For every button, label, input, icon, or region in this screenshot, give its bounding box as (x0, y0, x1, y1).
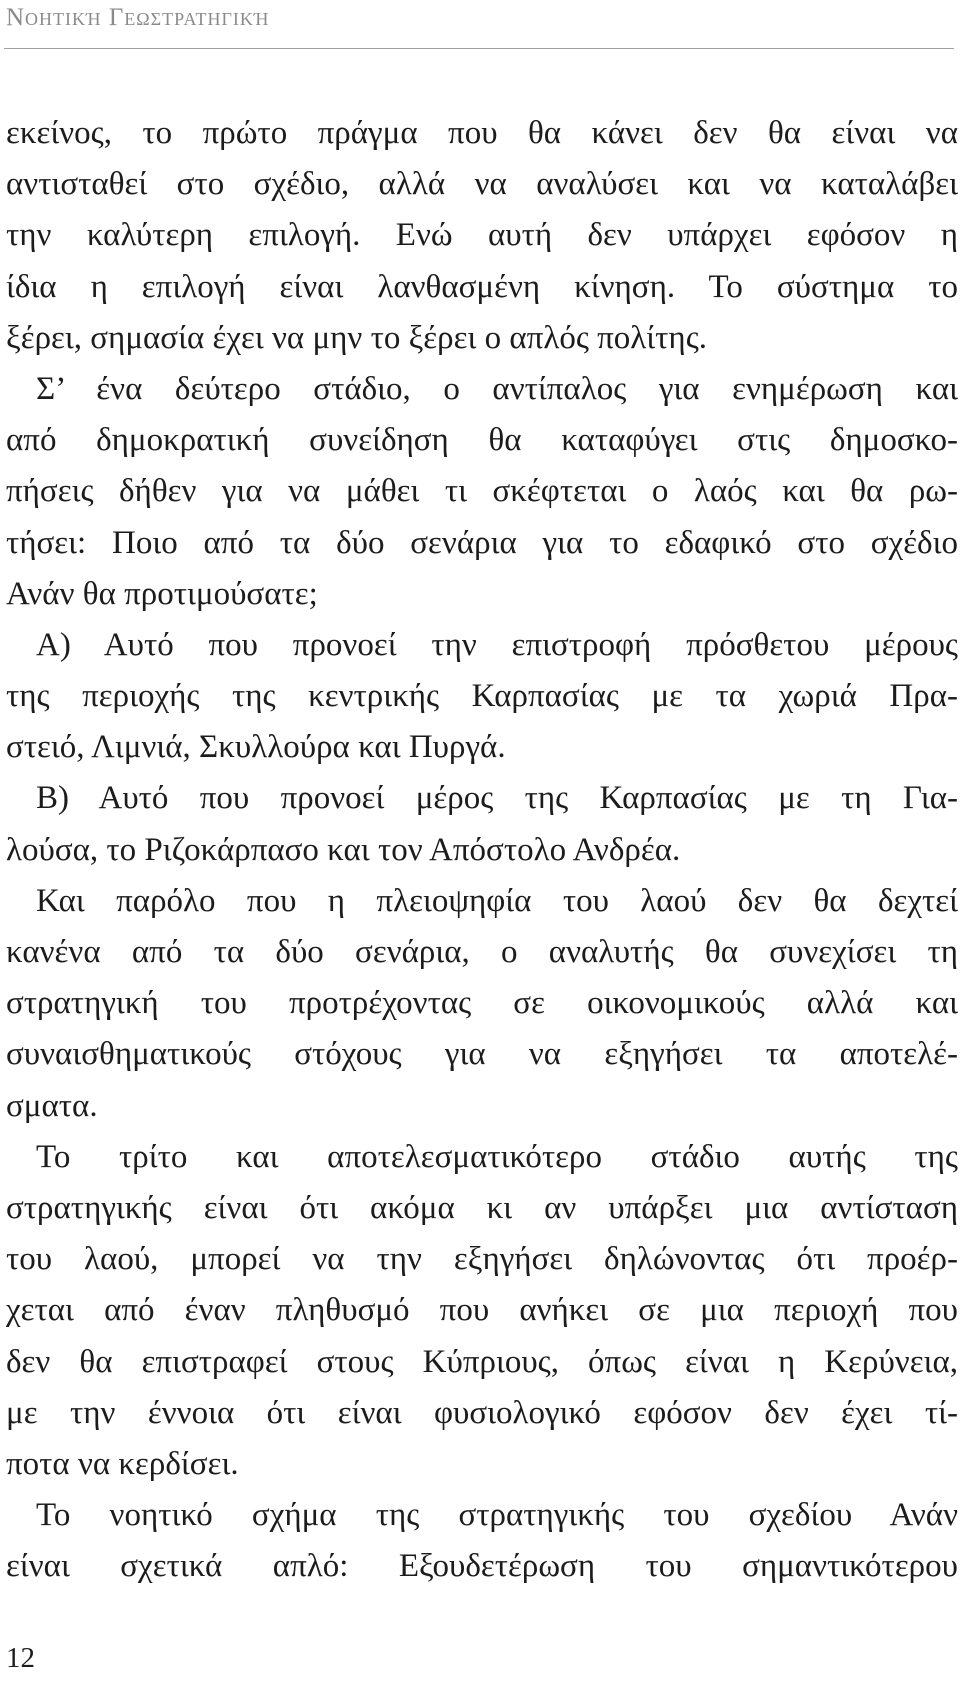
text-line: συναισθηματικούς στόχους για να εξηγήσει τα αποτελέ- (6, 1036, 958, 1073)
paragraph-start-line: Και παρόλο που η πλειοψηφία του λαού δεν θα δεχτεί (36, 882, 958, 919)
text-line: δεν θα επιστραφεί στους Κύπριους, όπως είναι η Κερύνεια, (6, 1343, 958, 1380)
text-line: της περιοχής της κεντρικής Καρπασίας με τα χωριά Πρα- (6, 678, 958, 715)
text-line: εκείνος, το πρώτο πράγμα που θα κάνει δεν θα είναι να (6, 115, 958, 151)
text-line: χεται από έναν πληθυσμό που ανήκει σε μια περιοχή που (6, 1292, 958, 1329)
text-line: του λαού, μπορεί να την εξηγήσει δηλώνοντας ότι προέρ- (6, 1241, 958, 1278)
paragraph-start-line: Το νοητικό σχήμα της στρατηγικής του σχεδίου Ανάν (36, 1497, 958, 1534)
paragraph-start-line: Β) Αυτό που προνοεί μέρος της Καρπασίας με τη Για- (36, 780, 958, 817)
text-line: αντισταθεί στο σχέδιο, αλλά να αναλύσει και να καταλάβει (6, 166, 958, 203)
text-line: σματα. (6, 1087, 98, 1124)
paragraph-start-line: Το τρίτο και αποτελεσματικότερο στάδιο αυτής της (36, 1138, 958, 1175)
text-line: κανένα από τα δύο σενάρια, ο αναλυτής θα συνεχίσει τη (6, 934, 958, 970)
text-line: στρατηγικής είναι ότι ακόμα κι αν υπάρξει μια αντίσταση (6, 1189, 958, 1226)
page-number: 12 (6, 1642, 35, 1674)
header-divider (4, 48, 954, 49)
text-line: στρατηγική του προτρέχοντας σε οικονομικούς αλλά και (6, 985, 958, 1022)
text-line: στειό, Λιμνιά, Σκυλλούρα και Πυργά. (6, 729, 506, 766)
text-line: ποτα να κερδίσει. (6, 1445, 239, 1482)
text-line: την καλύτερη επιλογή. Ενώ αυτή δεν υπάρχει εφόσον η (6, 217, 958, 254)
text-line: Ανάν θα προτιμούσατε; (6, 575, 318, 612)
text-line: λούσα, το Ριζοκάρπασο και τον Απόστολο Ανδρέα. (6, 831, 681, 868)
paragraph-start-line: Α) Αυτό που προνοεί την επιστροφή πρόσθετου μέρους (36, 626, 958, 663)
text-line: τήσει: Ποιο από τα δύο σενάρια για το εδαφικό στο σχέδιο (6, 524, 958, 561)
paragraph-start-line: Σ’ ένα δεύτερο στάδιο, ο αντίπαλος για ενημέρωση και (36, 370, 958, 407)
running-header-title: Νοητική Γεωστρατηγική (6, 4, 270, 31)
text-line: ίδια η επιλογή είναι λανθασμένη κίνηση. Το σύστημα το (6, 268, 958, 305)
text-line: με την έννοια ότι είναι φυσιολογικό εφόσον δεν έχει τί- (6, 1394, 958, 1431)
text-line: είναι σχετικά απλό: Εξουδετέρωση του σημαντικότερου (6, 1548, 958, 1585)
text-line: ξέρει, σημασία έχει να μην το ξέρει ο απλός πολίτης. (6, 319, 708, 356)
text-line: από δημοκρατική συνείδηση θα καταφύγει στις δημοσκο- (6, 422, 958, 459)
text-line: πήσεις δήθεν για να μάθει τι σκέφτεται ο λαός και θα ρω- (6, 473, 958, 510)
body-text (6, 108, 958, 1592)
